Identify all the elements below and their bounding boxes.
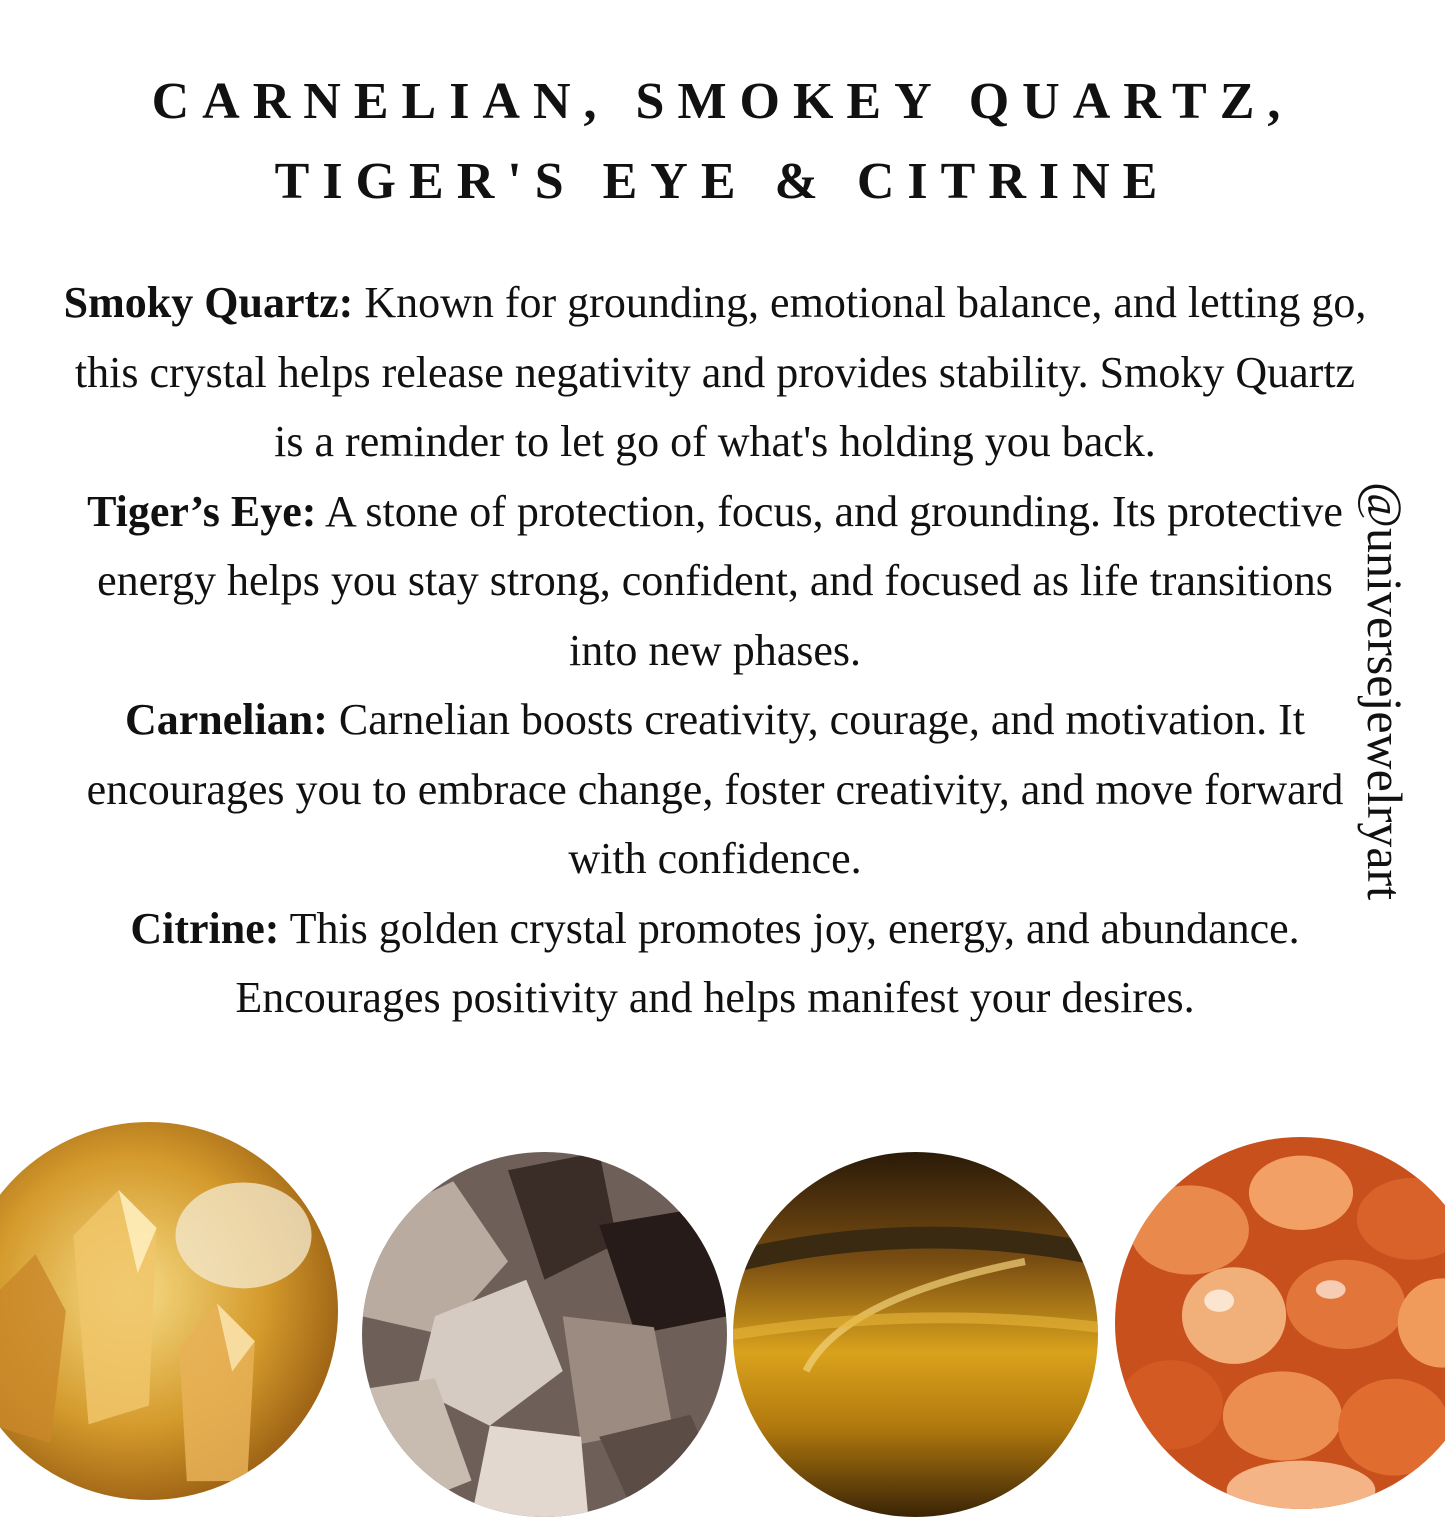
- entry-name: Carnelian:: [125, 695, 328, 744]
- entry-name: Citrine:: [130, 903, 280, 953]
- entry-text: A stone of protection, focus, and grounding. Its protective energy helps you stay strong, confident, and focused as life transitions into new phases.: [97, 486, 1343, 675]
- social-handle: @universejewelryart: [1357, 482, 1413, 901]
- title-line-1: CARNELIAN, SMOKEY QUARTZ,: [151, 73, 1294, 130]
- entry-carnelian: [60, 685, 1370, 894]
- entry-text: Carnelian boosts creativity, courage, and motivation. It encourages you to embrace change, foster creativity, and move forward with confidence.: [86, 695, 1344, 883]
- citrine-crystals-photo: [0, 1122, 338, 1500]
- entry-name: Tiger’s Eye:: [87, 486, 317, 536]
- title-line-2: TIGER'S EYE & CITRINE: [274, 153, 1171, 210]
- page-title: [0, 62, 1445, 222]
- entry-name: Smoky Quartz:: [63, 278, 354, 327]
- carnelian-stones-photo: [1115, 1137, 1445, 1509]
- entry-citrine: [60, 894, 1370, 1033]
- entry-smoky-quartz: [60, 268, 1370, 477]
- entry-tigers-eye: [60, 477, 1370, 686]
- smoky-quartz-photo: [362, 1152, 727, 1517]
- entry-text: This golden crystal promotes joy, energy, and abundance. Encourages positivity and helps manifest your desires.: [235, 903, 1300, 1022]
- entry-text: Known for grounding, emotional balance, and letting go, this crystal helps release negativity and provides stability. Smoky Quartz is a reminder to let go of what's holding you back.: [74, 278, 1367, 466]
- crystal-descriptions: [60, 268, 1370, 1033]
- tigers-eye-photo: [733, 1152, 1098, 1517]
